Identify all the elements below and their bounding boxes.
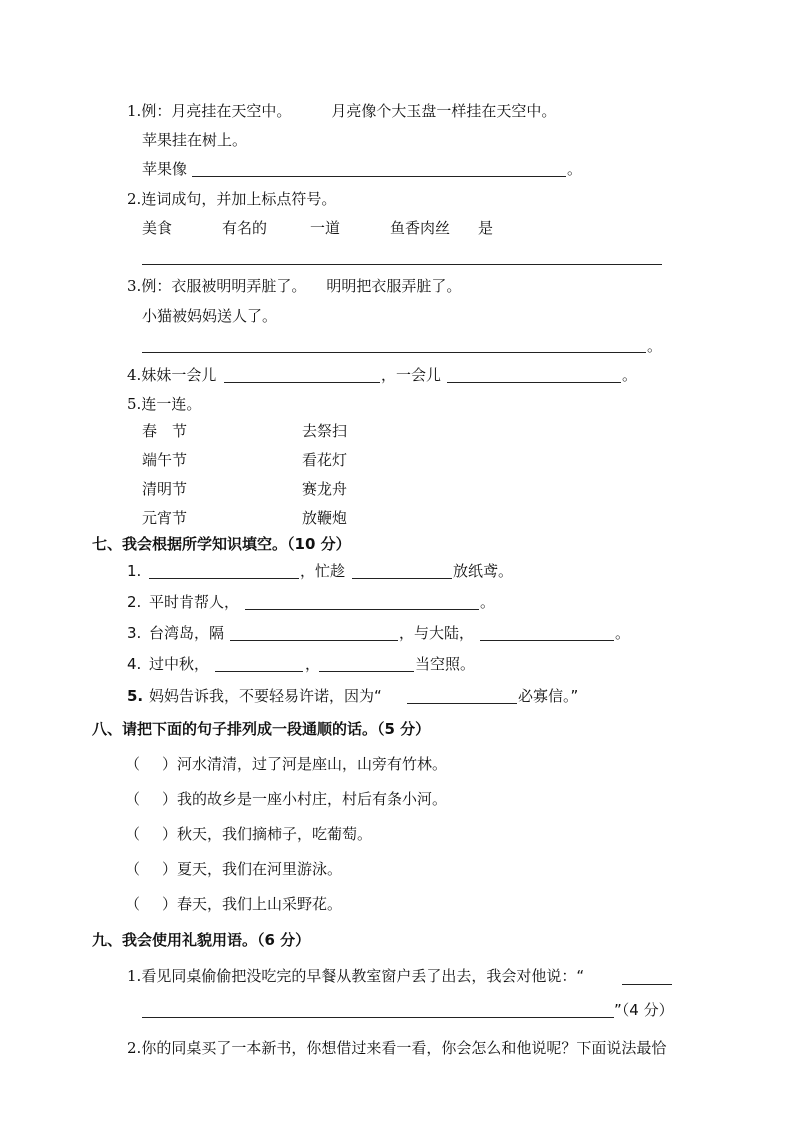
s8-item-3 <box>125 824 372 844</box>
q5-left-2[interactable]: 端午节 <box>142 451 188 469</box>
s7-item5-blank[interactable] <box>407 703 517 704</box>
q3-example-label: 例：衣服被明明弄脏了。 <box>141 277 307 295</box>
s9-q2-number: 2. <box>127 1039 142 1057</box>
s8-close-paren: ） <box>162 790 178 808</box>
s8-close-paren: ） <box>162 860 178 878</box>
q2-word-4: 鱼香肉丝 <box>390 219 451 237</box>
q5-right-4[interactable]: 放鞭炮 <box>302 509 348 527</box>
q4-middle: ，一会儿 <box>381 366 442 384</box>
q5-left-4[interactable]: 元宵节 <box>142 509 188 527</box>
s7-item4-text-b: ， <box>305 655 321 673</box>
s9-q1-close: ”（4 分） <box>614 1001 674 1019</box>
s9-q1-number: 1. <box>127 967 142 985</box>
s7-item1-text-b: 放纸鸢。 <box>453 562 514 580</box>
s7-item3-text-b: ，与大陆， <box>399 624 475 642</box>
s8-open-paren: （ <box>125 895 141 913</box>
q2-line <box>127 189 336 209</box>
q3-end: 。 <box>647 337 663 355</box>
q3-answer-blank[interactable] <box>142 352 646 353</box>
s7-item4-blank-1[interactable] <box>215 671 303 672</box>
s8-close-paren: ） <box>162 755 178 773</box>
s7-item3-text-a: 台湾岛，隔 <box>149 624 225 642</box>
q1-number: 1. <box>127 102 142 120</box>
section7-title: 七、我会根据所学知识填空。（10 分） <box>92 535 351 553</box>
q4-prefix: 妹妹一会儿 <box>141 366 217 384</box>
q2-word-3: 一道 <box>310 219 341 237</box>
q1-end: 。 <box>567 160 583 178</box>
section9-title: 九、我会使用礼貌用语。（6 分） <box>92 931 311 949</box>
s7-item2-number: 2. <box>127 593 142 611</box>
s9-q1-blank-2[interactable] <box>142 1017 614 1018</box>
q5-left-3[interactable]: 清明节 <box>142 480 188 498</box>
s9-q1-text: 看见同桌偷偷把没吃完的早餐从教室窗户丢了出去，我会对他说：“ <box>141 967 585 985</box>
q4-blank-1[interactable] <box>224 382 380 383</box>
q1-example-label: 例：月亮挂在天空中。 <box>141 102 292 120</box>
s7-item1-number: 1. <box>127 562 142 580</box>
q1-line <box>127 101 556 121</box>
q2-prompt: 连词成句，并加上标点符号。 <box>141 190 337 208</box>
q5-line <box>127 394 201 414</box>
s7-item1-blank-2[interactable] <box>352 578 452 579</box>
s8-sentence: 夏天，我们在河里游泳。 <box>177 860 343 878</box>
s8-item-2 <box>125 789 447 809</box>
s8-open-paren: （ <box>125 790 141 808</box>
s7-item5-text-a: 妈妈告诉我，不要轻易许诺，因为“ <box>149 687 382 705</box>
s7-item2-text-a: 平时肯帮人， <box>149 593 240 611</box>
q1-prefix: 苹果像 <box>142 160 188 178</box>
s7-item4-text-a: 过中秋， <box>149 655 210 673</box>
s7-item4-blank-2[interactable] <box>319 671 414 672</box>
s7-item5-text-b: 必寡信。” <box>518 687 579 705</box>
q4-end: 。 <box>622 366 638 384</box>
s9-q1-blank-1[interactable] <box>622 984 672 985</box>
s8-open-paren: （ <box>125 860 141 878</box>
s7-item1-text-a: ，忙趁 <box>300 562 346 580</box>
s7-item5-number: 5. <box>127 687 144 705</box>
q3-example-answer: 明明把衣服弄脏了。 <box>326 277 462 295</box>
s8-item-4 <box>125 859 342 879</box>
q2-word-5: 是 <box>478 219 494 237</box>
s8-open-paren: （ <box>125 825 141 843</box>
s8-sentence: 秋天，我们摘柿子，吃葡萄。 <box>177 825 373 843</box>
q1-given: 苹果挂在树上。 <box>142 131 248 149</box>
q5-left-1[interactable]: 春 节 <box>142 422 188 440</box>
s7-item2-blank[interactable] <box>245 609 479 610</box>
s7-item3-blank-2[interactable] <box>480 640 614 641</box>
q2-word-1: 美食 <box>142 219 173 237</box>
s8-item-1 <box>125 754 447 774</box>
s8-close-paren: ） <box>162 825 178 843</box>
s7-item3-blank-1[interactable] <box>230 640 398 641</box>
q5-right-2[interactable]: 看花灯 <box>302 451 348 469</box>
s8-sentence: 我的故乡是一座小村庄，村后有条小河。 <box>177 790 448 808</box>
q3-number: 3. <box>127 277 142 295</box>
s8-item-5 <box>125 894 342 914</box>
s7-item4-text-c: 当空照。 <box>415 655 476 673</box>
q2-answer-blank[interactable] <box>142 264 662 265</box>
s7-item1-blank-1[interactable] <box>149 578 299 579</box>
q3-line <box>127 276 461 296</box>
q2-number: 2. <box>127 190 142 208</box>
s7-item2-text-b: 。 <box>480 593 496 611</box>
s8-close-paren: ） <box>162 895 178 913</box>
q5-prompt: 连一连。 <box>141 395 202 413</box>
q1-answer-blank[interactable] <box>192 176 566 177</box>
s9-q2-text: 你的同桌买了一本新书，你想借过来看一看，你会怎么和他说呢？下面说法最恰 <box>141 1039 667 1057</box>
q5-number: 5. <box>127 395 142 413</box>
q4-number-line <box>127 365 216 385</box>
s7-item4-number: 4. <box>127 655 142 673</box>
s8-sentence: 河水清清，过了河是座山，山旁有竹林。 <box>177 755 448 773</box>
s9-q1-line <box>127 966 584 986</box>
q1-example-answer: 月亮像个大玉盘一样挂在天空中。 <box>331 102 557 120</box>
q3-given: 小猫被妈妈送人了。 <box>142 307 278 325</box>
s8-open-paren: （ <box>125 755 141 773</box>
q5-right-3[interactable]: 赛龙舟 <box>302 480 348 498</box>
s8-sentence: 春天，我们上山采野花。 <box>177 895 343 913</box>
s7-item3-text-c: 。 <box>615 624 631 642</box>
q5-right-1[interactable]: 去祭扫 <box>302 422 348 440</box>
section8-title: 八、请把下面的句子排列成一段通顺的话。（5 分） <box>92 720 431 738</box>
s7-item3-number: 3. <box>127 624 142 642</box>
s9-q2-line <box>127 1038 666 1058</box>
q2-word-2: 有名的 <box>222 219 268 237</box>
q4-number: 4. <box>127 366 142 384</box>
q4-blank-2[interactable] <box>447 382 621 383</box>
